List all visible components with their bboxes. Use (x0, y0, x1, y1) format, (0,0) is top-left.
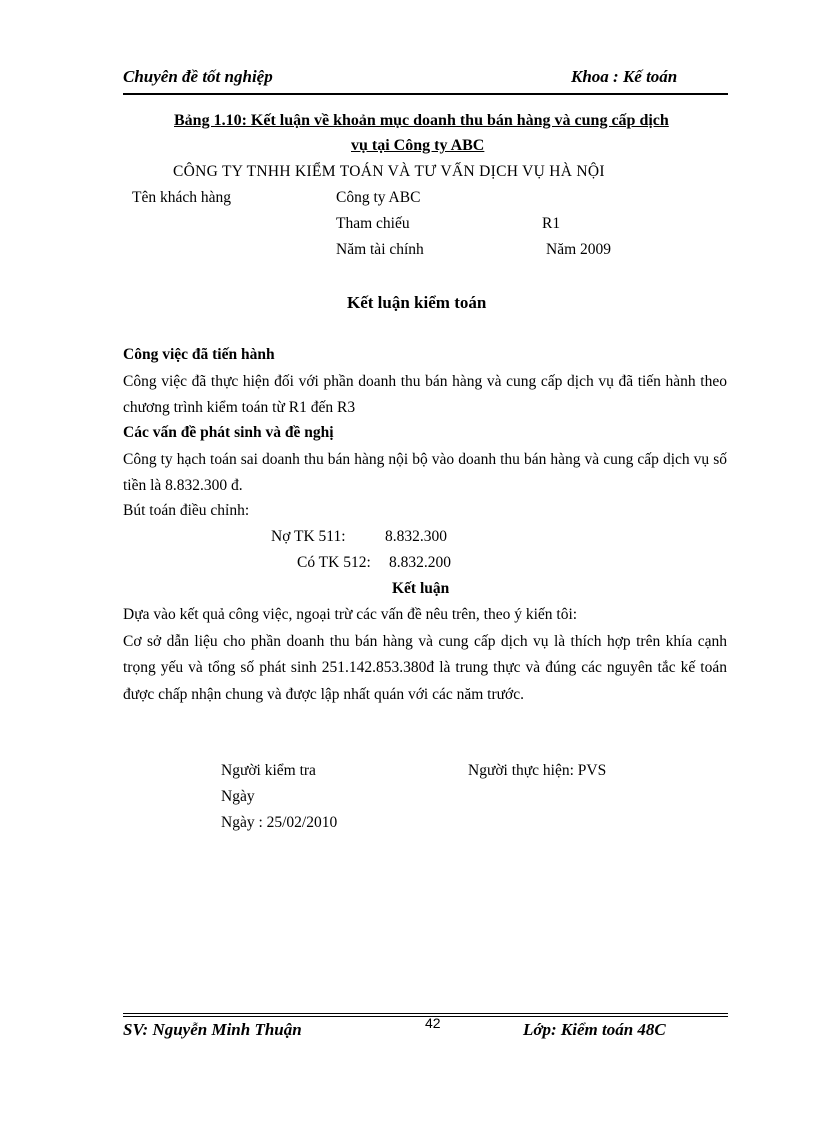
footer-rule (123, 1013, 728, 1014)
preparer-label: Người thực hiện: PVS (468, 762, 607, 779)
client-value: Công ty ABC (336, 189, 421, 206)
client-label: Tên khách hàng (132, 189, 231, 206)
table-title-line1: Bảng 1.10: Kết luận về khoản mục doanh thu bán hàng và cung cấp dịch (174, 112, 669, 129)
header-rule (123, 93, 728, 95)
reviewer-label: Người kiểm tra (221, 762, 316, 779)
conclusion-heading: Kết luận (392, 580, 450, 597)
page-number: 42 (425, 1015, 441, 1031)
reference-label: Tham chiếu (336, 215, 410, 232)
debit-value: 8.832.300 (385, 528, 447, 545)
prepare-date: Ngày : 25/02/2010 (221, 814, 338, 831)
issues-text: Công ty hạch toán sai doanh thu bán hàng nội bộ vào doanh thu bán hàng và cung cấp dịch vụ số tiền là 8.832.300 đ. (123, 451, 727, 495)
debit-label: Nợ TK 511: (271, 528, 346, 545)
issues-heading: Các vấn đề phát sinh và đề nghị (123, 424, 334, 441)
credit-label: Có TK 512: (297, 554, 371, 571)
review-date-label: Ngày (221, 788, 255, 805)
work-done-text: Công việc đã thực hiện đối với phần doanh thu bán hàng và cung cấp dịch vụ đã tiến hành theo chương trình kiểm toán từ R1 đến R3 (123, 373, 727, 417)
conclusion-intro: Dựa vào kết quả công việc, ngoại trừ các vấn đề nêu trên, theo ý kiến tôi: (123, 606, 578, 623)
reference-value: R1 (542, 215, 561, 232)
adjustment-label: Bút toán điều chỉnh: (123, 502, 250, 519)
company-name: CÔNG TY TNHH KIỂM TOÁN VÀ TƯ VẤN DỊCH VỤ HÀ NỘI (173, 163, 605, 180)
header-left: Chuyên đề tốt nghiệp (123, 67, 273, 86)
work-done-heading: Công việc đã tiến hành (123, 346, 275, 363)
footer-class: Lớp: Kiểm toán 48C (523, 1020, 666, 1039)
table-title-line2: vụ tại Công ty ABC (351, 137, 485, 154)
header-right: Khoa : Kế toán (571, 67, 678, 86)
section-title: Kết luận kiểm toán (347, 293, 487, 312)
credit-value: 8.832.200 (389, 554, 451, 571)
fiscal-year-value: Năm 2009 (546, 241, 612, 258)
footer-student: SV: Nguyễn Minh Thuận (123, 1020, 302, 1039)
conclusion-text: Cơ sở dẫn liệu cho phần doanh thu bán hàng và cung cấp dịch vụ là thích hợp trên khía cạnh trọng yếu và tổng số phát sinh 251.142.853.380đ là trung thực và đúng các nguyên tắc kế toán được chấp nhận chung và được lập nhất quán với các năm trước. (123, 633, 727, 703)
fiscal-year-label: Năm tài chính (336, 241, 424, 258)
